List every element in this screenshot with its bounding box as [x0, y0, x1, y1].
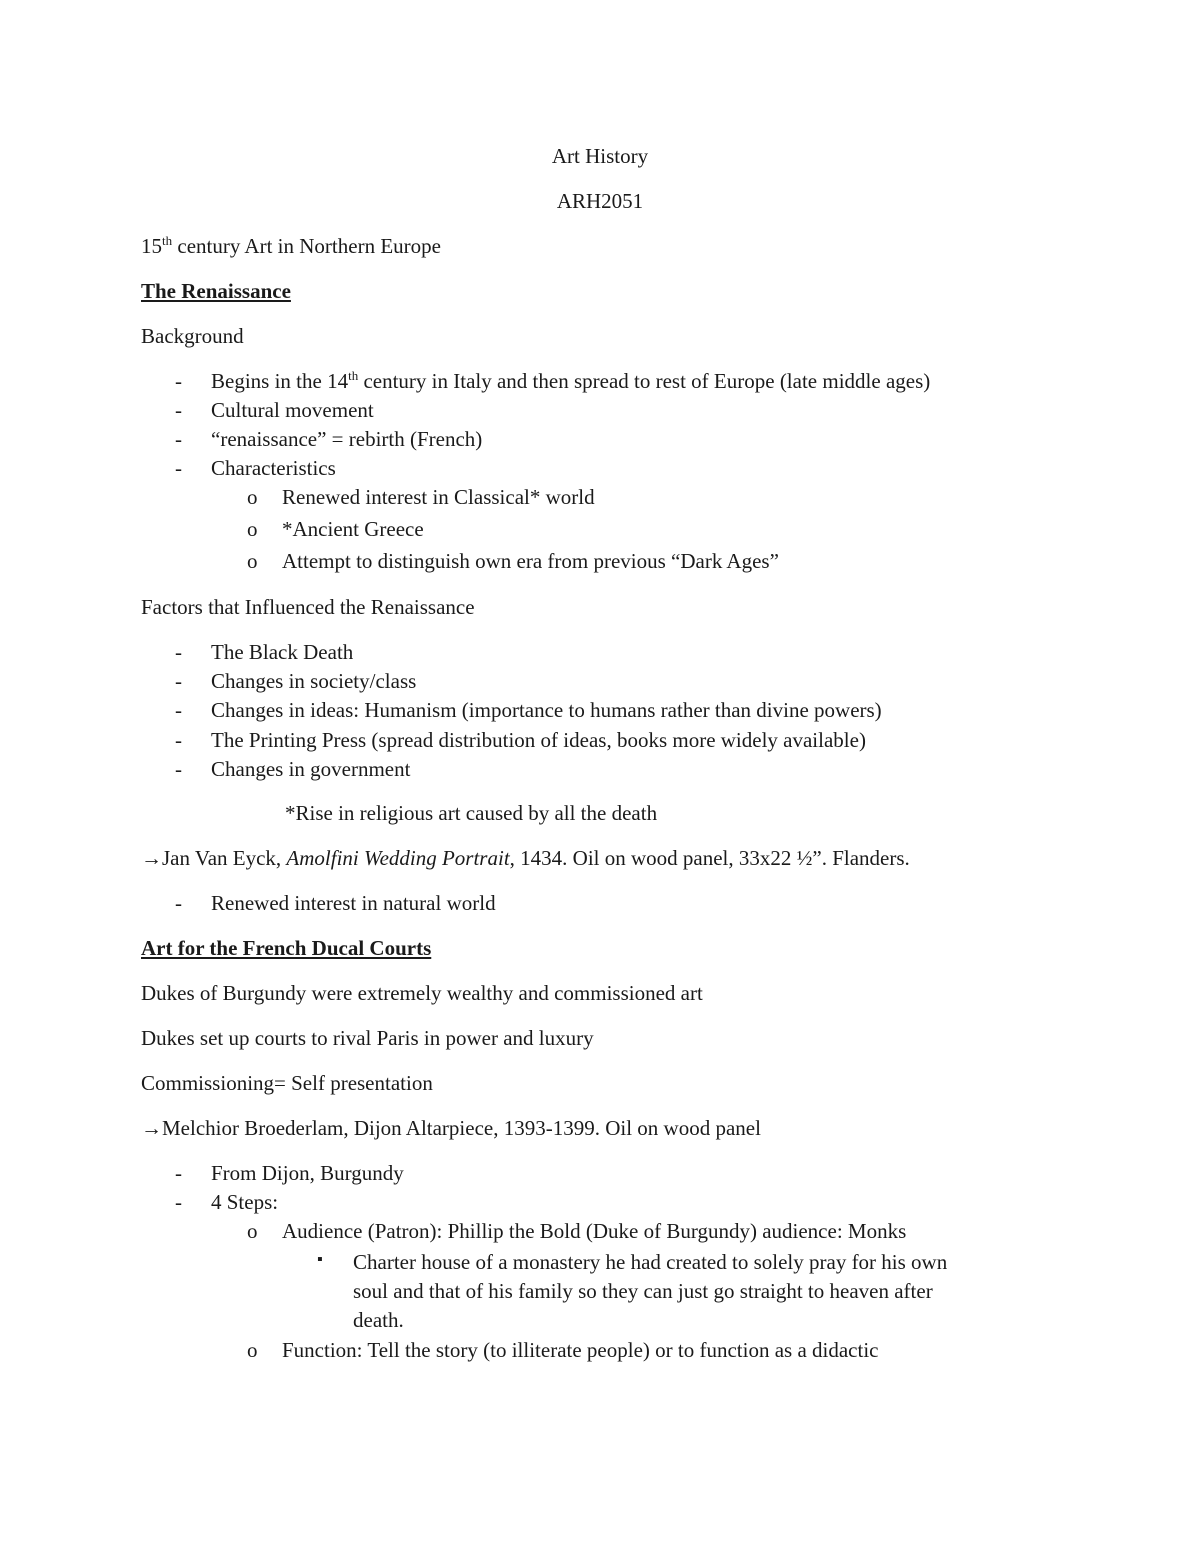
- arrow-icon: →: [141, 1116, 162, 1140]
- list-item: [211, 368, 931, 393]
- list-item: Changes in society/class: [211, 669, 417, 693]
- dash-marker: -: [175, 398, 182, 422]
- sub-list-item: Attempt to distinguish own era from previous “Dark Ages”: [282, 549, 779, 573]
- subject-line: [141, 233, 441, 258]
- list-item: The Black Death: [211, 640, 354, 664]
- artwork-line: [141, 1118, 761, 1139]
- course-code: ARH2051: [556, 189, 644, 213]
- document-title: Art History: [551, 144, 649, 168]
- list-item: 4 Steps:: [211, 1190, 279, 1214]
- heading-ducal-courts: Art for the French Ducal Courts: [141, 936, 432, 960]
- paragraph: Dukes set up courts to rival Paris in power and luxury: [141, 1026, 594, 1050]
- subject-rest: century Art in Northern Europe: [172, 234, 441, 258]
- bullet-text-after: century in Italy and then spread to rest of Europe (late middle ages): [358, 369, 931, 393]
- dash-marker: -: [175, 369, 182, 393]
- circle-marker: o: [247, 485, 258, 509]
- factors-label: Factors that Influenced the Renaissance: [141, 595, 475, 619]
- sub-list-item: Renewed interest in Classical* world: [282, 485, 595, 509]
- note-text: *Rise in religious art caused by all the death: [285, 801, 658, 825]
- artwork-title: Amolfini Wedding Portrait: [286, 846, 510, 870]
- bullet-text-before: Begins in the 14: [211, 369, 349, 393]
- background-label: Background: [141, 324, 244, 348]
- circle-marker: o: [247, 549, 258, 573]
- artwork-line: [141, 848, 910, 869]
- list-item: Cultural movement: [211, 398, 374, 422]
- dash-marker: -: [175, 1190, 182, 1214]
- sub-sub-list-item-continued: soul and that of his family so they can just go straight to heaven after: [353, 1279, 933, 1303]
- dash-marker: -: [175, 640, 182, 664]
- paragraph: Dukes of Burgundy were extremely wealthy and commissioned art: [141, 981, 703, 1005]
- dash-marker: -: [175, 1161, 182, 1185]
- dash-marker: -: [175, 891, 182, 915]
- sub-list-item: Function: Tell the story (to illiterate people) or to function as a didactic: [282, 1338, 879, 1362]
- artwork-artist: Jan Van Eyck,: [162, 846, 287, 870]
- list-item: The Printing Press (spread distribution of ideas, books more widely available): [211, 728, 866, 752]
- list-item: From Dijon, Burgundy: [211, 1161, 404, 1185]
- circle-marker: o: [247, 1219, 258, 1243]
- sub-list-item: *Ancient Greece: [282, 517, 424, 541]
- arrow-icon: →: [141, 846, 162, 870]
- dash-marker: -: [175, 728, 182, 752]
- artwork-text: Melchior Broederlam, Dijon Altarpiece, 1393-1399. Oil on wood panel: [162, 1116, 761, 1140]
- dash-marker: -: [175, 456, 182, 480]
- dash-marker: -: [175, 669, 182, 693]
- sub-sub-list-item-continued: death.: [353, 1308, 404, 1332]
- list-item: Characteristics: [211, 456, 336, 480]
- list-item: Changes in government: [211, 757, 411, 781]
- heading-renaissance: The Renaissance: [141, 279, 291, 303]
- paragraph: Commissioning= Self presentation: [141, 1071, 433, 1095]
- list-item: Renewed interest in natural world: [211, 891, 496, 915]
- subject-prefix: 15: [141, 234, 162, 258]
- list-item: “renaissance” = rebirth (French): [211, 427, 483, 451]
- list-item: Changes in ideas: Humanism (importance to humans rather than divine powers): [211, 698, 882, 722]
- bullet-superscript: th: [348, 368, 359, 383]
- subject-superscript: th: [162, 233, 173, 248]
- square-bullet-icon: ▪: [317, 1251, 323, 1268]
- dash-marker: -: [175, 698, 182, 722]
- dash-marker: -: [175, 757, 182, 781]
- dash-marker: -: [175, 427, 182, 451]
- artwork-details: , 1434. Oil on wood panel, 33x22 ½”. Flanders.: [509, 846, 910, 870]
- sub-list-item: Audience (Patron): Phillip the Bold (Duke of Burgundy) audience: Monks: [282, 1219, 907, 1243]
- circle-marker: o: [247, 1338, 258, 1362]
- sub-sub-list-item: Charter house of a monastery he had created to solely pray for his own: [353, 1250, 948, 1274]
- circle-marker: o: [247, 517, 258, 541]
